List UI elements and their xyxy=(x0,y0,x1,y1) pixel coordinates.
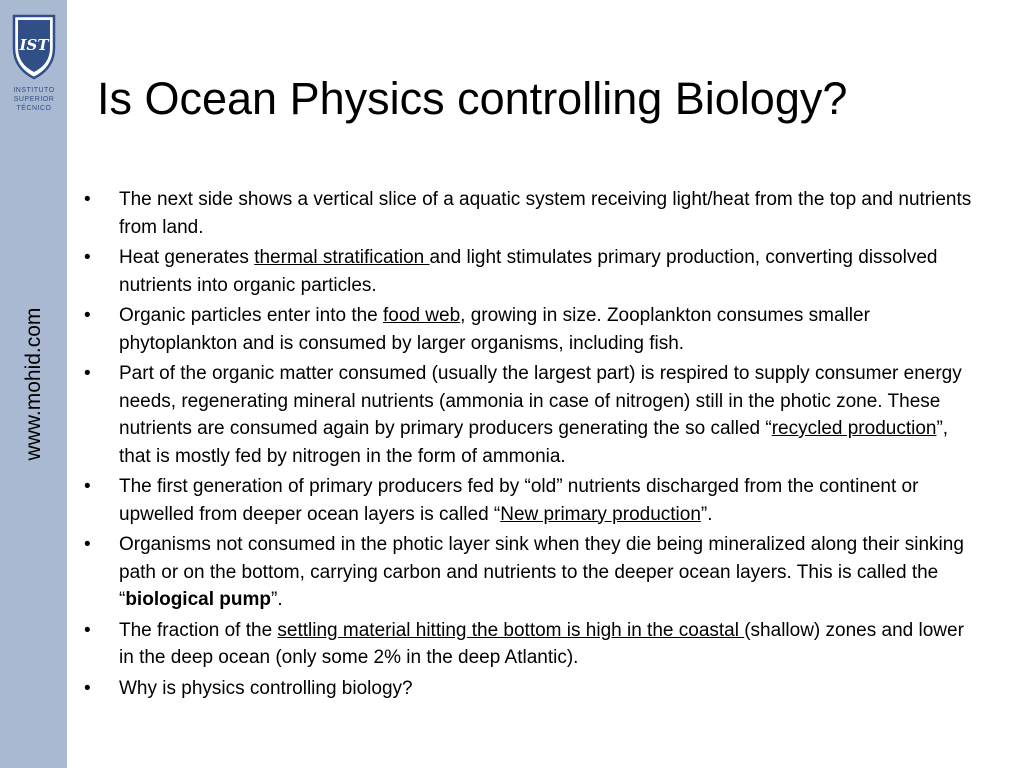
bullet-glyph: • xyxy=(84,476,91,497)
bullet-item xyxy=(80,244,980,299)
bullet-glyph: • xyxy=(84,619,91,641)
bullet-item xyxy=(80,360,980,470)
logo-caption xyxy=(6,86,62,113)
bullet-text: Heat generates xyxy=(119,247,255,268)
underlined-term: settling material hitting the bottom is high in the coastal xyxy=(277,619,745,641)
bullet-glyph: • xyxy=(84,363,91,384)
bullet-glyph: • xyxy=(84,534,91,555)
logo-line-3: TÉCNICO xyxy=(16,105,52,112)
bullet-text: The next side shows a vertical slice of a aquatic system receiving light/heat from the top and nutrients from land. xyxy=(119,189,972,238)
sidebar-url[interactable]: www.mohid.com xyxy=(22,307,45,461)
bullet-item xyxy=(80,531,980,614)
underlined-term: recycled production xyxy=(771,418,937,439)
underlined-term: food web xyxy=(383,305,461,326)
bullet-text: ”. xyxy=(700,503,713,525)
bullet-text: ”, that is mostly fed by nitrogen in the form of ammonia. xyxy=(119,418,949,467)
logo-line-1: INSTITUTO xyxy=(13,87,55,94)
sidebar xyxy=(0,0,67,768)
bullet-text: The first generation of primary producers fed by “old” nutrients discharged from the continent or upwelled from deeper ocean layers is called “ xyxy=(119,476,919,525)
bullet-glyph: • xyxy=(84,305,91,326)
bullet-item xyxy=(80,675,980,703)
bullet-item xyxy=(80,186,980,241)
bullet-item xyxy=(80,617,980,672)
bullet-text: ”. xyxy=(271,589,283,610)
logo-mark: IST xyxy=(19,36,49,54)
bullet-text: Why is physics controlling biology? xyxy=(119,677,413,699)
bullet-list xyxy=(80,186,980,705)
underlined-term: New primary production xyxy=(500,503,701,525)
ist-logo xyxy=(6,14,62,120)
bullet-text: Organic particles enter into the xyxy=(119,305,384,326)
bullet-text: The fraction of the xyxy=(119,619,278,641)
bold-term: biological pump xyxy=(125,589,271,610)
bullet-glyph: • xyxy=(84,677,91,699)
bullet-text: Organisms not consumed in the photic layer sink when they die being mineralized along their sinking path or on the bottom, carrying carbon and nutrients to the deeper ocean layers. This is called the “ xyxy=(119,534,964,610)
bullet-item xyxy=(80,302,980,357)
bullet-glyph: • xyxy=(84,189,91,210)
logo-line-2: SUPERIOR xyxy=(13,96,55,103)
ist-shield-icon xyxy=(12,14,56,80)
bullet-text: (shallow) zones and lower in the deep ocean (only some 2% in the deep Atlantic). xyxy=(119,619,964,668)
bullet-item xyxy=(80,473,980,528)
bullet-glyph: • xyxy=(84,247,91,268)
bullet-text: and light stimulates primary production, converting dissolved nutrients into organic particles. xyxy=(119,247,938,296)
underlined-term: thermal stratification xyxy=(254,247,430,268)
slide-title: Is Ocean Physics controlling Biology? xyxy=(97,73,848,124)
bullet-text: Part of the organic matter consumed (usually the largest part) is respired to supply consumer energy needs, regenerating mineral nutrients (ammonia in case of nitrogen) still in the photic zone. These nutrients are consumed again by primary producers generating the so called “ xyxy=(119,363,962,439)
bullet-text: , growing in size. Zooplankton consumes smaller phytoplankton and is consumed by larger organisms, including fish. xyxy=(119,305,870,354)
